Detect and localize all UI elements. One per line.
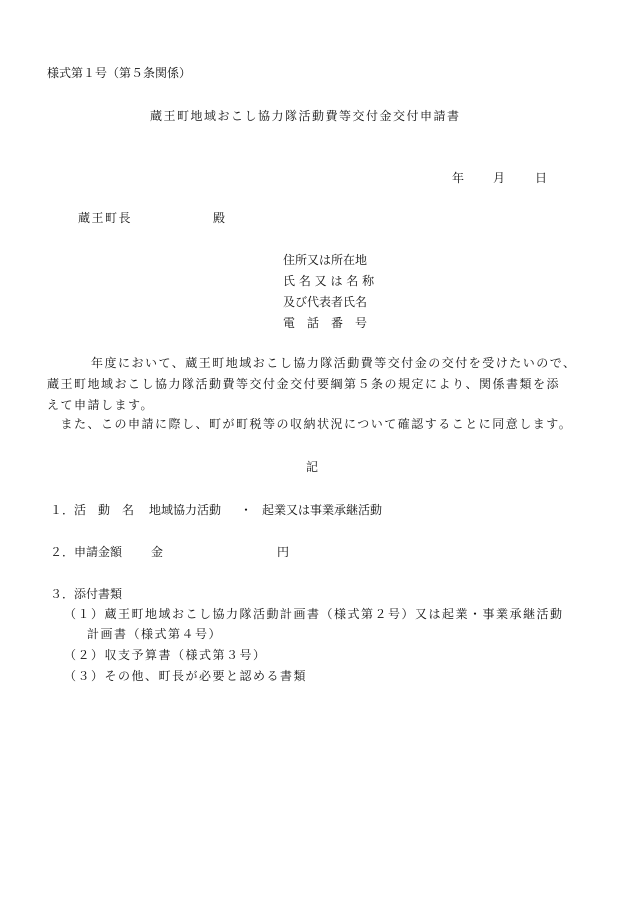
body-line-3: えて申請します。	[47, 398, 155, 412]
date-year: 年	[452, 171, 465, 185]
activity-separator: ・	[240, 503, 253, 517]
addressee-honorific: 殿	[213, 211, 226, 225]
activity-option-startup: 起業又は事業承継活動	[262, 503, 383, 517]
amount-unit: 円	[277, 545, 290, 559]
applicant-representative-label: 及び代表者氏名	[283, 295, 368, 309]
ki-heading: 記	[306, 460, 319, 474]
date-month: 月	[493, 171, 506, 185]
amount-label: ２．申請金額	[50, 545, 123, 559]
attachment-item-1-continued: 計画書（様式第４号）	[87, 627, 223, 641]
body-line-1: 年度において、蔵王町地域おこし協力隊活動費等交付金の交付を受けたいので、	[64, 356, 577, 370]
attachment-item-1: （１）蔵王町地域おこし協力隊活動計画書（様式第２号）又は起業・事業承継活動	[64, 607, 564, 621]
document-title: 蔵王町地域おこし協力隊活動費等交付金交付申請書	[150, 109, 461, 123]
attachment-item-3: （３）その他、町長が必要と認める書類	[64, 669, 308, 683]
applicant-name-label: 氏 名 又 は 名 称	[283, 274, 375, 288]
activity-label: １．活 動 名	[50, 503, 135, 517]
applicant-address-label: 住所又は所在地	[283, 253, 368, 267]
amount-prefix: 金	[151, 545, 164, 559]
attachments-label: ３．添付書類	[50, 587, 123, 601]
body-line-4: また、この申請に際し、町が町税等の収納状況について確認することに同意します。	[47, 417, 573, 431]
date-day: 日	[535, 171, 548, 185]
form-number: 様式第１号（第５条関係）	[47, 66, 192, 80]
attachment-item-2: （２）収支予算書（様式第３号）	[64, 648, 267, 662]
addressee-name: 蔵王町長	[78, 211, 133, 225]
applicant-phone-label: 電 話 番 号	[283, 316, 368, 330]
activity-option-regional: 地域協力活動	[149, 503, 222, 517]
body-line-2: 蔵王町地域おこし協力隊活動費等交付金交付要綱第５条の規定により、関係書類を添	[47, 377, 561, 391]
